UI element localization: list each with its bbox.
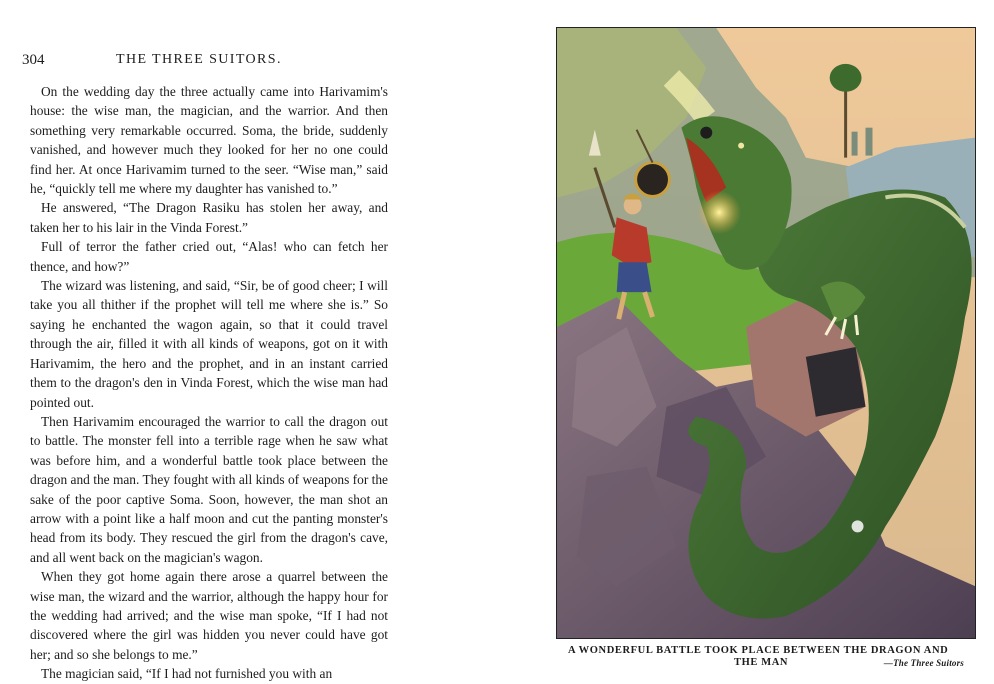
illustration-plate bbox=[556, 27, 976, 639]
left-page bbox=[0, 0, 410, 682]
highlight-spot bbox=[852, 520, 864, 532]
paragraph: The wizard was listening, and said, “Sir, be of good cheer; I will take you all thither if the prophet will tell me where she is.” So saying he enchanted the wagon again, so that it could travel through the air, filled it with all kinds of weapons, got on it with Harivamim, the hero and the prophet, and in an instant carried them to the dragon's den in Vinda Forest, which the wise man had pointed out. bbox=[30, 278, 388, 410]
paragraph: He answered, “The Dragon Rasiku has stolen her away, and taken her to his lair in the Vinda Forest.” bbox=[30, 200, 388, 235]
caption-source: —The Three Suitors bbox=[883, 658, 964, 668]
dragon-battle-illustration bbox=[557, 28, 975, 638]
paragraph: When they got home again there arose a quarrel between the wise man, the wizard and the warrior, although the happy hour for the wedding had arrived; and the wise man spoke, “If I had not discovered where the girl was hidden you never could have got her; and so she belongs to me.” bbox=[30, 569, 388, 662]
paragraph: Then Harivamim encouraged the warrior to call the dragon out to battle. The monster fell into a terrible rage when he saw what was before him, and a wonderful battle took place between the dragon and the man. They fought with all kinds of weapons for the sake of the poor captive Soma. Soon, however, the man shot an arrow with a point like a half moon and cut the panting monster's head from its body. They rescued the girl from the dragon's cave, and all went back on the magician's wagon. bbox=[30, 413, 388, 565]
running-head: THE THREE SUITORS. bbox=[116, 52, 282, 67]
fire-glow bbox=[697, 190, 741, 234]
cave-entrance bbox=[806, 347, 866, 417]
caption-line-1: A WONDERFUL BATTLE TOOK PLACE BETWEEN THE DRAGON AND bbox=[568, 645, 949, 656]
paragraph: Full of terror the father cried out, “Alas! who can fetch her thence, and how?” bbox=[30, 239, 388, 274]
body-text bbox=[30, 82, 388, 684]
page-number: 304 bbox=[22, 52, 45, 68]
caption-line-2: THE MAN bbox=[734, 657, 789, 668]
paragraph: The magician said, “If I had not furnished you with an bbox=[41, 666, 333, 682]
paragraph: On the wedding day the three actually came into Harivamim's house: the wise man, the magician, and the warrior. And then something very remarkable occurred. Soma, the bride, suddenly vanished, and however much they looked for her no one could find her. At once Harivamim turned to the seer. “Wise man,” said he, “quickly tell me where my daughter has vanished to.” bbox=[30, 84, 388, 197]
